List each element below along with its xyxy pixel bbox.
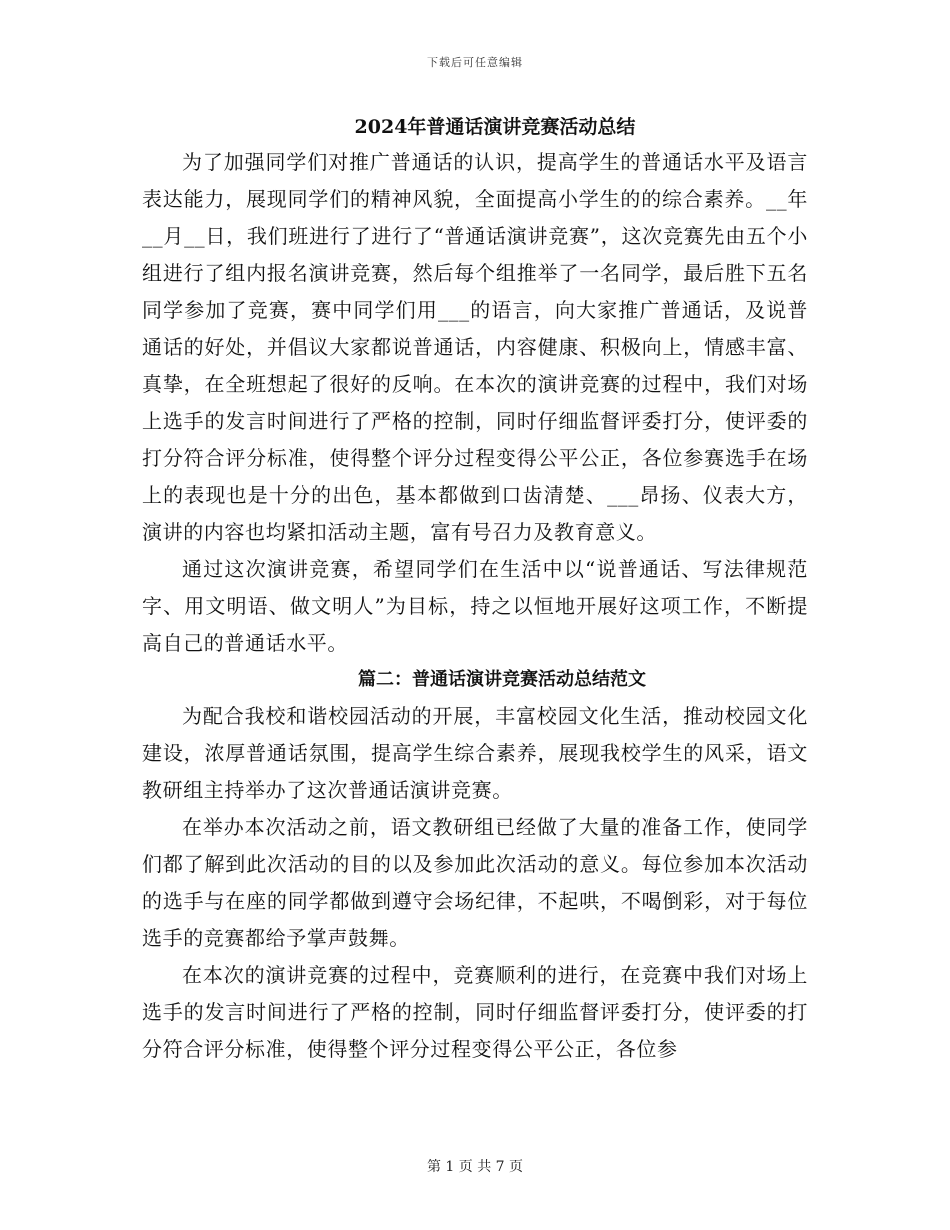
paragraph: 为配合我校和谐校园活动的开展，丰富校园文化生活，推动校园文化建设，浓厚普通话氛围，提高学生综合素养，展现我校学生的风采，语文教研组主持举办了这次普通话演讲竞赛。 — [142, 704, 808, 802]
section-title: 篇二：普通话演讲竞赛活动总结范文 — [358, 669, 646, 690]
document-title: 2024年普通话演讲竞赛活动总结 — [354, 116, 636, 138]
paragraph: 在本次的演讲竞赛的过程中，竞赛顺利的进行，在竞赛中我们对场上选手的发言时间进行了严格的控制，同时仔细监督评委打分，使评委的打分符合评分标准，使得整个评分过程变得公平公正，各位参 — [142, 963, 808, 1061]
paragraph: 在举办本次活动之前，语文教研组已经做了大量的准备工作，使同学们都了解到此次活动的目的以及参加此次活动的意义。每位参加本次活动的选手与在座的同学都做到遵守会场纪律，不起哄，不喝倒彩，对于每位选手的竞赛都给予掌声鼓舞。 — [142, 815, 808, 950]
page-indicator: 第 1 页 共 7 页 — [426, 1159, 524, 1175]
header-note: 下载后可任意编辑 — [427, 56, 523, 69]
paragraph: 为了加强同学们对推广普通话的认识，提高学生的普通话水平及语言表达能力，展现同学们的精神风貌，全面提高小学生的的综合素养。__年__月__日，我们班进行了进行了“普通话演讲竞赛”，这次竞赛先由五个小组进行了组内报名演讲竞赛，然后每个组推举了一名同学，最后胜下五名同学参加了竞赛，赛中同学们用___的语言，向大家推广普通话，及说普通话的好处，并倡议大家都说普通话，内容健康、积极向上，情感丰富、真挚，在全班想起了很好的反响。在本次的演讲竞赛的过程中，我们对场上选手的发言时间进行了严格的控制，同时仔细监督评委打分，使评委的打分符合评分标准，使得整个评分过程变得公平公正，各位参赛选手在场上的表现也是十分的出色，基本都做到口齿清楚、___昂扬、仪表大方，演讲的内容也均紧扣活动主题，富有号召力及教育意义。 — [142, 150, 808, 544]
document-body — [142, 110, 808, 1068]
paragraph: 通过这次演讲竞赛，希望同学们在生活中以“说普通话、写法律规范字、用文明语、做文明人”为目标，持之以恒地开展好这项工作，不断提高自己的普通话水平。 — [142, 557, 808, 655]
